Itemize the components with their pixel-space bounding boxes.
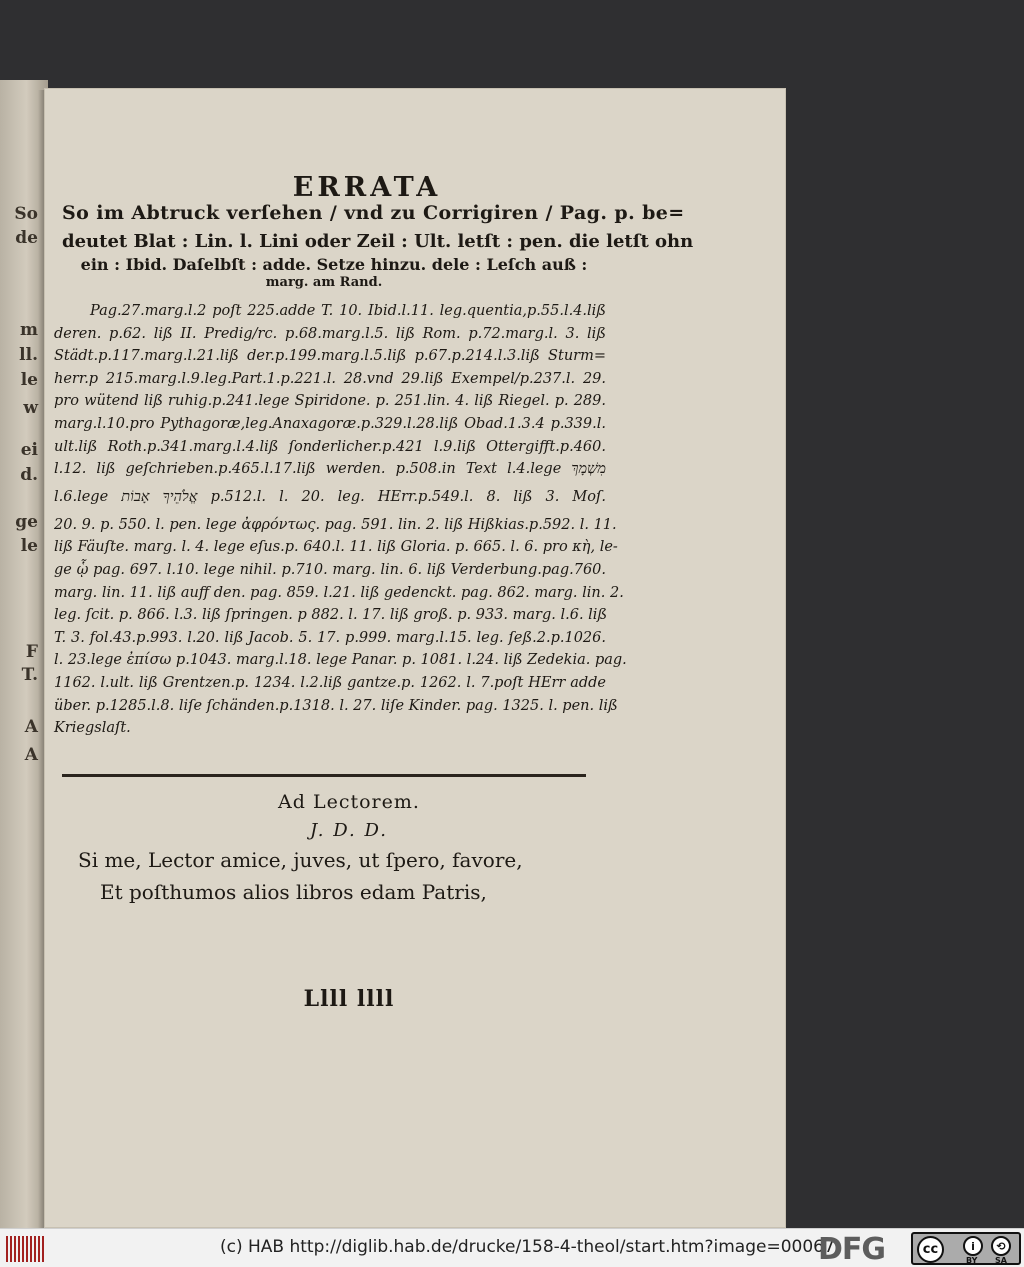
header-line: So im Abtruck verſehen / vnd zu Corrigiren / Pag. p. be= (62, 202, 685, 224)
errata-line: pro wütend liß ruhig.p.241.lege Spiridone. p. 251.lin. 4. liß Riegel. p. 289. (54, 393, 606, 410)
errata-line: l.6.lege אֱלֹהֵיךָ אָבוֹת p.512.l. l. 20. leg. HErr.p.549.l. 8. liß 3. Moſ. (54, 488, 606, 505)
sa-label: SA (995, 1256, 1007, 1265)
header-line: ein : Ibid. Daſelbſt : adde. Setze hinzu. dele : Leſch auß : (80, 255, 588, 274)
errata-line: liß Fäuſte. marg. l. 4. lege eſus.p. 640.l. 11. liß Gloria. p. 665. l. 6. pro κὴ, le- (54, 539, 618, 556)
attribution-icon: i (963, 1236, 983, 1256)
ad-lectorem-heading: Ad Lectorem. (278, 791, 420, 813)
errata-line: T. 3. fol.43.p.993. l.20. liß Jacob. 5. 17. p.999. marg.l.15. leg. ſeß.2.p.1026. (54, 629, 606, 646)
copyright-link[interactable]: (c) HAB http://diglib.hab.de/drucke/158-4-theol/start.htm?image=00067 (220, 1237, 835, 1257)
errata-line: Städt.p.117.marg.l.21.liß der.p.199.marg.l.5.liß p.67.p.214.l.3.liß Sturm= (54, 348, 606, 365)
errata-line: leg. ſcit. p. 866. l.3. liß ſpringen. p 882. l. 17. liß groß. p. 933. marg. l.6. liß (54, 607, 608, 624)
errata-line: l.12. liß geſchrieben.p.465.l.17.liß werden. p.508.in Text l.4.lege מִשְׁמָךְ (54, 461, 606, 478)
cc-icon: cc (917, 1236, 944, 1263)
errata-line: über. p.1285.l.8. liſe ſchänden.p.1318. l. 27. liſe Kinder. pag. 1325. l. pen. liß (54, 697, 618, 714)
prev-page-fragment: ll. (19, 345, 38, 365)
errata-list (54, 300, 627, 740)
signature-mark: Llll llll (303, 986, 395, 1012)
prev-page-fragment: ei (20, 440, 38, 460)
errata-line: 1162. l.ult. liß Grentzen.p. 1234. l.2.liß gantze.p. 1262. l. 7.poſt HErr adde (54, 674, 606, 691)
prev-page-fragment: le (20, 536, 38, 556)
prev-page-fragment: A (24, 745, 38, 765)
horizontal-rule (62, 774, 586, 777)
errata-line: 20. 9. p. 550. l. pen. lege ἀφρόντως. pag. 591. lin. 2. liß Hißkias.p.592. l. 11. (54, 516, 617, 533)
errata-line: ge ᾧ pag. 697. l.10. lege nihil. p.710. marg. lin. 6. liß Verderbung.pag.760. (54, 561, 606, 578)
prev-page-fragment: A (24, 717, 38, 737)
errata-line: l. 23.lege ἐπίσω p.1043. marg.l.18. lege Panar. p. 1081. l.24. liß Zedekia. pag. (54, 652, 627, 669)
prev-page-fragment: le (20, 370, 38, 390)
prev-page-fragment: T. (21, 665, 38, 685)
prev-page-fragment: de (15, 228, 38, 248)
dedication: J. D. D. (309, 820, 388, 841)
share-alike-icon: ⟲ (991, 1236, 1011, 1256)
hab-logo-icon[interactable] (6, 1236, 48, 1262)
errata-line: deren. p.62. liß II. Predig/rc. p.68.marg.l.5. liß Rom. p.72.marg.l. 3. liß (54, 325, 606, 342)
verse-line: Si me, Lector amice, juves, ut ſpero, favore, (78, 848, 523, 872)
errata-line: herr.p 215.marg.l.9.leg.Part.1.p.221.l. 28.vnd 29.liß Exempel/p.237.l. 29. (54, 370, 606, 387)
prev-page-fragment: w (23, 398, 38, 418)
errata-line: Kriegslaſt. (54, 720, 131, 737)
header-line: marg. am Rand. (265, 275, 383, 290)
prev-page-fragment: d. (20, 465, 38, 485)
footer-bar (0, 1228, 1024, 1267)
prev-page-fragment: So (14, 204, 38, 224)
errata-line: marg.l.10.pro Pythagoræ,leg.Anaxagoræ.p.329.l.28.liß Obad.1.3.4 p.339.l. (54, 415, 606, 432)
errata-line: ult.liß Roth.p.341.marg.l.4.liß ſonderlicher.p.421 l.9.liß Ottergifft.p.460. (54, 438, 606, 455)
prev-page-fragment: ge (15, 512, 38, 532)
cc-license-badge[interactable] (911, 1232, 1021, 1265)
errata-line: Pag.27.marg.l.2 poſt 225.adde T. 10. Ibid.l.11. leg.quentia,p.55.l.4.liß (90, 303, 606, 319)
page-title: ERRATA (292, 172, 442, 203)
prev-page-fragment: F (25, 642, 38, 662)
by-label: BY (966, 1256, 978, 1265)
header-line: deutet Blat : Lin. l. Lini oder Zeil : Ult. letſt : pen. die letſt ohn (62, 231, 694, 252)
prev-page-fragment: m (20, 320, 38, 340)
book-page (44, 88, 786, 1228)
errata-line: marg. lin. 11. liß auff den. pag. 859. l.21. liß gedenckt. pag. 862. marg. lin. 2. (54, 584, 624, 601)
dfg-logo-icon[interactable]: DFG (818, 1232, 886, 1267)
verse-line: Et poſthumos alios libros edam Patris, (100, 880, 487, 904)
